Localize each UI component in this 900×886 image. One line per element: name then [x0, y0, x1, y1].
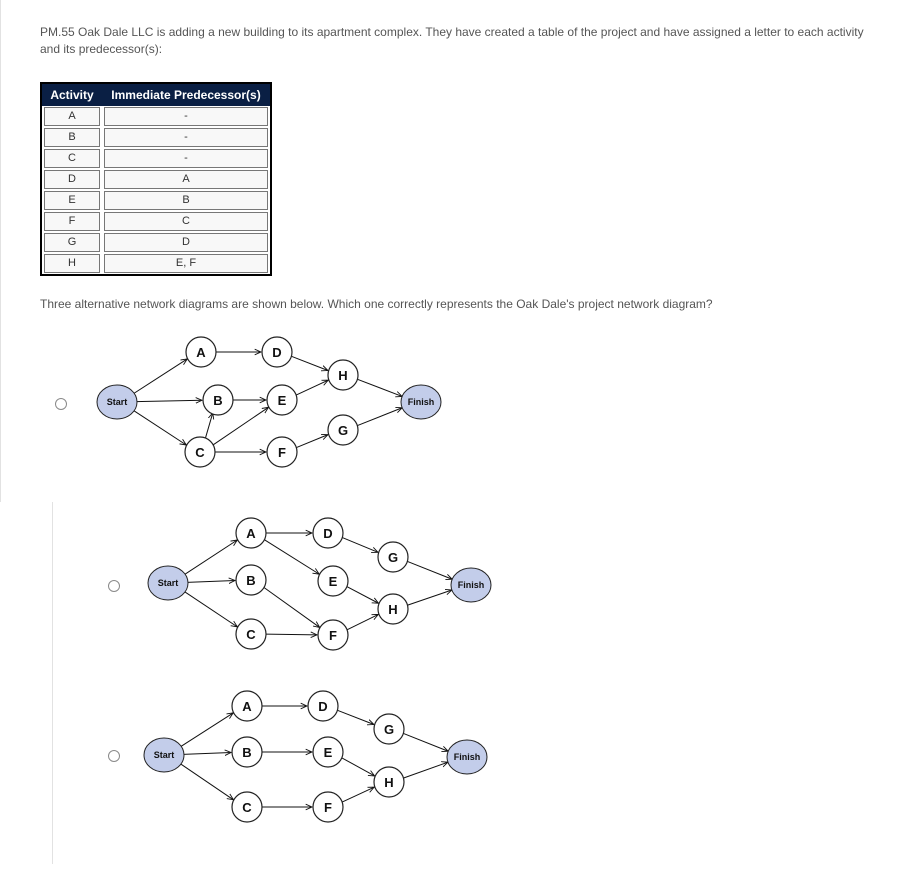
activity-cell: F: [44, 212, 100, 231]
node-b: [203, 385, 233, 415]
edge-A-E: [264, 539, 319, 574]
table-row: [42, 253, 270, 274]
edge-G-Finish: [407, 561, 452, 579]
table-row: [42, 232, 270, 253]
predecessor-cell: D: [104, 233, 268, 252]
node-a: [186, 337, 216, 367]
network-diagram-option-1: [0, 332, 900, 482]
edge-Start-A: [184, 540, 237, 575]
node-e: [267, 385, 297, 415]
edge-G-Finish: [403, 733, 448, 751]
edge-H-Finish: [407, 590, 452, 605]
node-label: Start: [106, 397, 128, 407]
network-diagram-option-2: [0, 512, 900, 662]
node-label: Finish: [407, 397, 435, 407]
table-row: [42, 148, 270, 169]
node-finish: [401, 385, 441, 419]
node-label: C: [246, 627, 256, 642]
activity-cell: C: [44, 149, 100, 168]
edge-E-H: [296, 380, 328, 395]
node-label: B: [246, 573, 256, 588]
edge-Start-A: [133, 359, 187, 394]
table-row: [42, 127, 270, 148]
edge-Start-C: [133, 410, 186, 445]
edge-Start-B: [136, 400, 202, 401]
node-label: A: [196, 345, 206, 360]
node-label: C: [195, 445, 205, 460]
node-label: D: [318, 699, 328, 714]
edge-C-B: [205, 413, 213, 440]
node-b: [232, 737, 262, 767]
node-label: Start: [153, 750, 175, 760]
predecessor-cell: E, F: [104, 254, 268, 273]
node-label: B: [242, 745, 252, 760]
activity-cell: G: [44, 233, 100, 252]
edge-H-Finish: [357, 379, 402, 396]
edge-Start-C: [180, 764, 233, 800]
predecessor-cell: -: [104, 128, 268, 147]
node-finish: [451, 568, 491, 602]
node-f: [318, 620, 348, 650]
activity-cell: E: [44, 191, 100, 210]
node-label: D: [272, 345, 282, 360]
edge-F-H: [347, 614, 379, 630]
node-label: F: [329, 628, 337, 643]
edge-H-Finish: [403, 762, 448, 778]
node-label: H: [384, 775, 394, 790]
node-label: H: [338, 368, 348, 383]
edge-F-H: [342, 787, 374, 802]
table-row: [42, 169, 270, 190]
node-label: E: [323, 745, 333, 760]
node-h: [374, 767, 404, 797]
node-h: [378, 594, 408, 624]
edge-B-F: [263, 587, 319, 627]
node-label: Finish: [457, 580, 485, 590]
node-a: [232, 691, 262, 721]
node-start: [144, 738, 184, 772]
node-g: [328, 415, 358, 445]
node-label: D: [323, 526, 333, 541]
node-label: G: [337, 423, 349, 438]
table-row: [42, 211, 270, 232]
edge-D-H: [291, 356, 328, 370]
node-label: E: [328, 574, 338, 589]
activity-cell: A: [44, 107, 100, 126]
node-finish: [447, 740, 487, 774]
edge-Start-B: [187, 580, 235, 582]
node-label: F: [324, 800, 332, 815]
network-diagram-option-3: [0, 686, 900, 836]
node-label: F: [278, 445, 286, 460]
edge-D-G: [342, 537, 378, 552]
edge-E-H: [341, 758, 374, 776]
activity-cell: H: [44, 254, 100, 273]
node-g: [374, 714, 404, 744]
predecessor-cell: A: [104, 170, 268, 189]
node-start: [97, 385, 137, 419]
node-c: [232, 792, 262, 822]
predecessor-cell: -: [104, 107, 268, 126]
node-label: Start: [157, 578, 179, 588]
node-f: [313, 792, 343, 822]
table-row: [42, 106, 270, 127]
node-label: Finish: [453, 752, 481, 762]
node-e: [313, 737, 343, 767]
edge-D-G: [337, 710, 374, 724]
node-d: [313, 518, 343, 548]
predecessor-cell: -: [104, 149, 268, 168]
activity-cell: D: [44, 170, 100, 189]
edge-E-H: [347, 586, 379, 603]
node-g: [378, 542, 408, 572]
edge-Start-A: [180, 713, 233, 747]
edge-Start-B: [183, 752, 231, 754]
edge-Start-C: [184, 591, 237, 626]
predecessor-table: [40, 82, 272, 276]
node-label: G: [387, 550, 399, 565]
predecessor-cell: C: [104, 212, 268, 231]
node-label: E: [277, 393, 287, 408]
node-label: G: [383, 722, 395, 737]
node-c: [236, 619, 266, 649]
node-b: [236, 565, 266, 595]
column-header-predecessors: Immediate Predecessor(s): [102, 84, 270, 106]
predecessor-cell: B: [104, 191, 268, 210]
prompt-text: Three alternative network diagrams are shown below. Which one correctly represents the Oak Dale's project network diagram?: [40, 297, 713, 311]
table-row: [42, 190, 270, 211]
activity-cell: B: [44, 128, 100, 147]
edge-F-G: [296, 435, 328, 448]
node-f: [267, 437, 297, 467]
node-label: A: [246, 526, 256, 541]
edge-G-Finish: [357, 408, 402, 426]
node-c: [185, 437, 215, 467]
node-d: [308, 691, 338, 721]
node-label: A: [242, 699, 252, 714]
node-e: [318, 566, 348, 596]
edge-C-F: [266, 634, 317, 635]
question-text: PM.55 Oak Dale LLC is adding a new building to its apartment complex. They have created a table of the project and have assigned a letter to each activity and its predecessor(s):: [40, 25, 864, 56]
node-h: [328, 360, 358, 390]
node-label: H: [388, 602, 398, 617]
node-start: [148, 566, 188, 600]
node-label: C: [242, 800, 252, 815]
node-a: [236, 518, 266, 548]
node-d: [262, 337, 292, 367]
node-label: B: [213, 393, 223, 408]
column-header-activity: Activity: [42, 84, 102, 106]
